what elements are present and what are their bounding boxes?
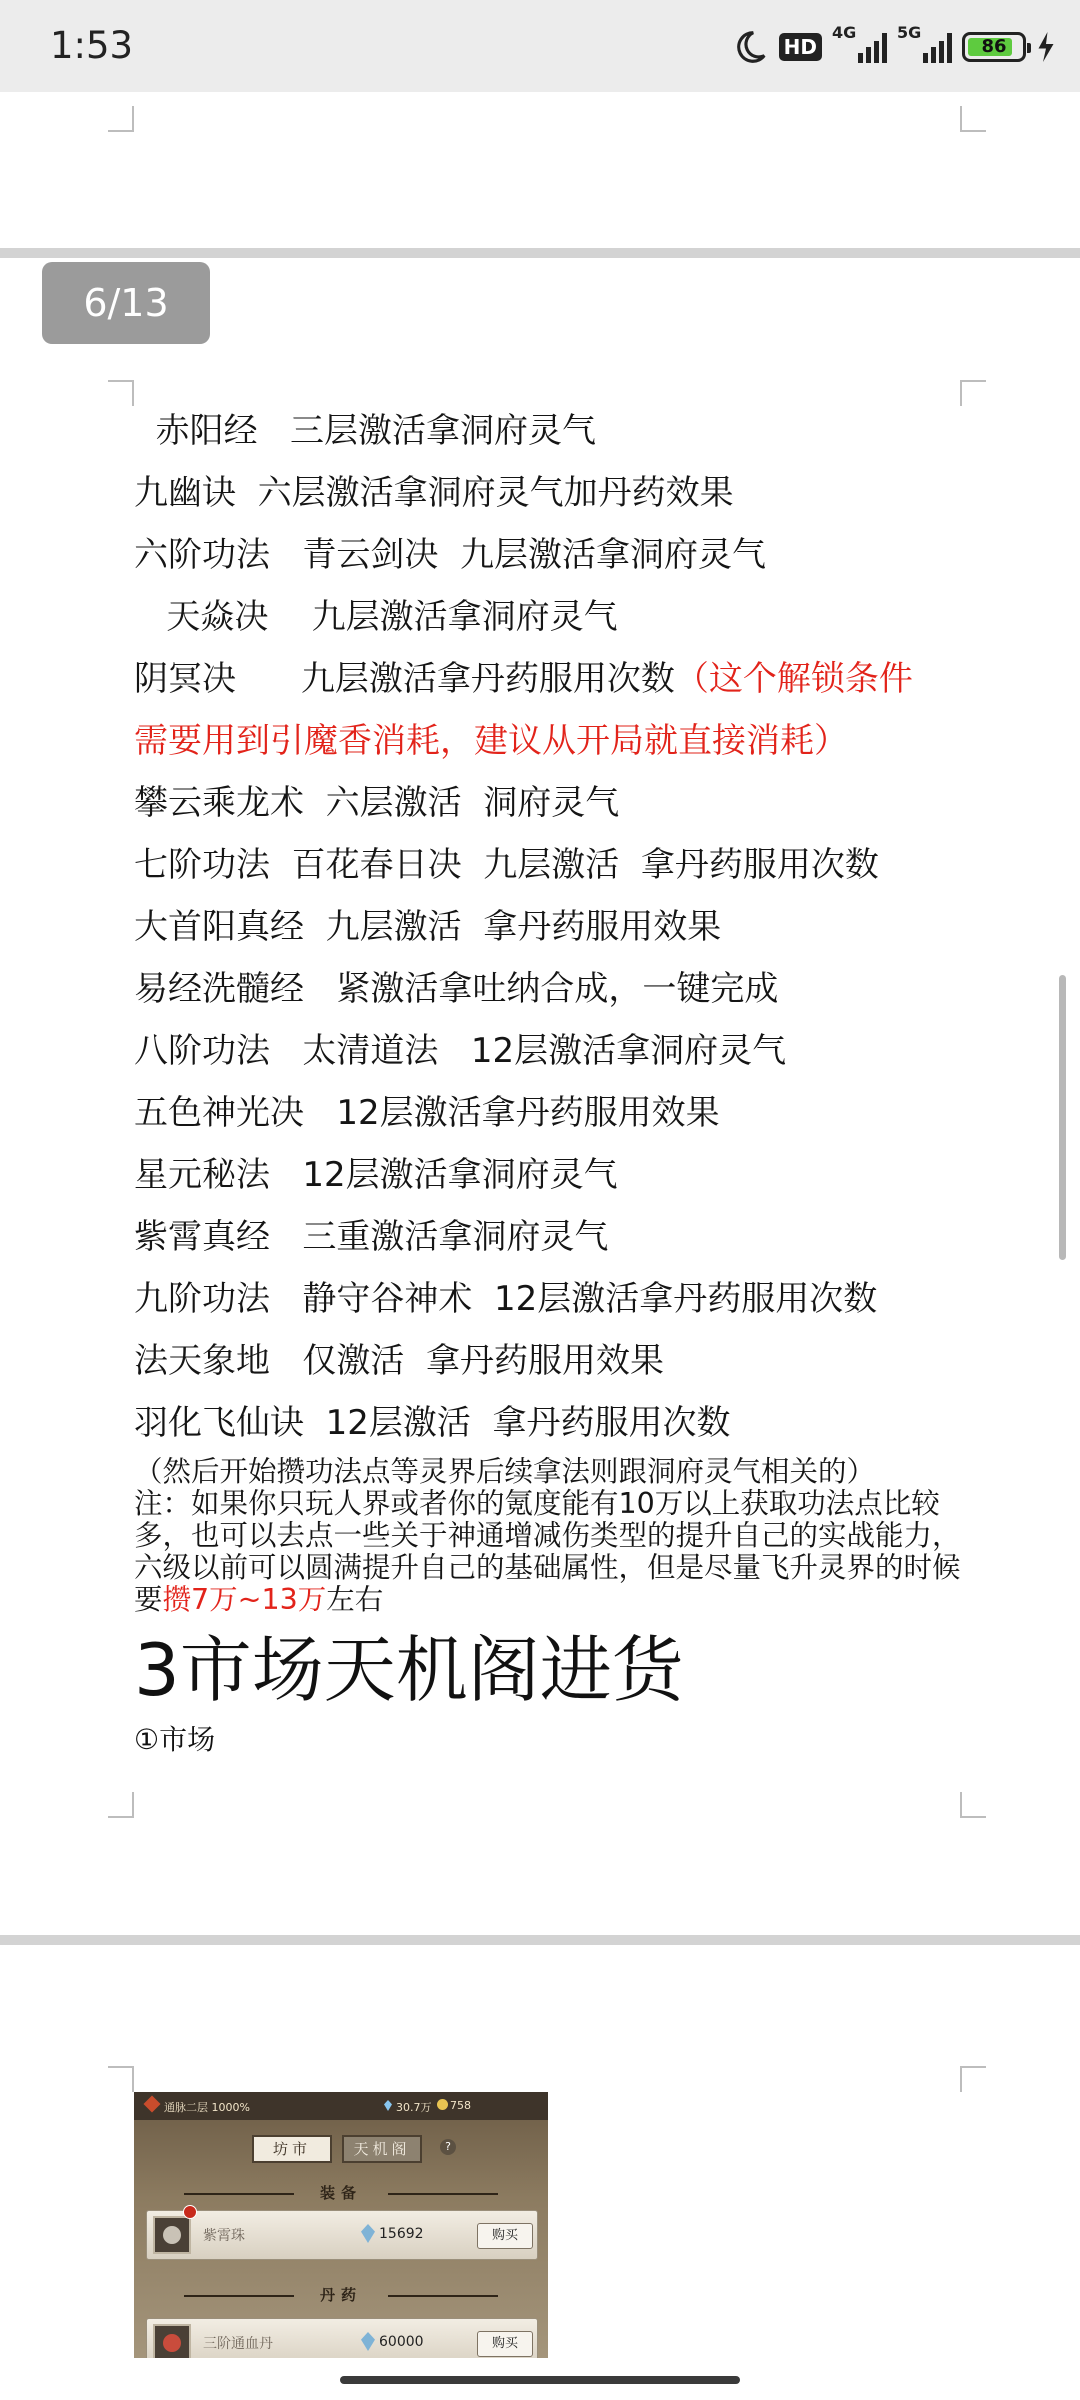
home-indicator[interactable] [340,2376,740,2384]
page-corner-mark [108,1792,134,1818]
page-corner-mark [960,2066,986,2092]
document-line [134,1330,974,1392]
highlight-text: （这个解锁条件 [674,659,913,699]
document-line [134,1392,974,1454]
page-separator [0,248,1080,258]
highlight-text: 攒7万~13万 [162,1583,327,1616]
line-text: 紫霄真经 三重激活拿洞府灵气 [134,1217,609,1257]
page-separator [0,1935,1080,1945]
charging-icon [1036,32,1056,62]
note-line: （然后开始攒功法点等灵界后续拿法则跟洞府灵气相关的） [134,1455,876,1488]
line-text: 羽化飞仙诀 12层激活 拿丹药服用次数 [134,1403,731,1443]
hd-icon: HD [779,33,822,61]
section-equipment: 装备 [174,2182,508,2204]
item-icon [153,2324,191,2358]
line-text: 赤阳经 三层激活拿洞府灵气 [134,411,597,451]
document-line [134,834,974,896]
line-text: 九阶功法 静守谷神术 12层激活拿丹药服用次数 [134,1279,878,1319]
line-text: 五色神光决 12层激活拿丹药服用效果 [134,1093,720,1133]
buy-button: 购买 [477,2331,533,2357]
page-corner-mark [108,2066,134,2092]
shop-item: 紫霄珠 15692 购买 [146,2210,538,2260]
document-line [134,648,974,710]
game-tabs [252,2135,422,2163]
scrollbar[interactable] [1059,975,1066,1260]
document-line [134,462,974,524]
embedded-game-screenshot [134,2092,548,2358]
spirit-stone-icon [361,2224,375,2243]
status-bar [0,0,1080,92]
page-corner-mark [960,1792,986,1818]
line-text: 七阶功法 百花春日决 九层激活 拿丹药服用次数 [134,845,879,885]
clock: 1:53 [50,24,134,67]
document-line [134,400,974,462]
signal-4g-icon: 4G [832,31,887,63]
document-body [134,400,974,1454]
document-line [134,1268,974,1330]
section-pills: 丹药 [174,2284,508,2306]
note-line: 注：如果你只玩人界或者你的氪度能有10万以上获取功法点比较多，也可以去点一些关于神通增减伤类型的提升自己的实战能力，六级以前可以圆满提升自己的基础属性，但是尽量飞升灵界的时候要攒7万~13万左右 [134,1487,961,1616]
document-line [134,896,974,958]
line-text: 攀云乘龙术 六层激活 洞府灵气 [134,783,620,823]
game-top-bar: 通脉二层 1000% 30.7万 758 [134,2092,548,2120]
document-line [134,1082,974,1144]
document-line [134,958,974,1020]
highlight-text: 需要用到引魔香消耗，建议从开局就直接消耗） [134,721,848,761]
document-line [134,524,974,586]
page-corner-mark [108,106,134,132]
document-line [134,772,974,834]
battery-icon [962,32,1026,62]
line-text: 易经洗髓经 紧激活拿吐纳合成，一键完成 [134,969,779,1009]
page-corner-mark [108,380,134,406]
help-icon: ? [440,2139,456,2155]
subsection-heading: ①市场 [134,1723,216,1756]
moon-icon [731,28,769,66]
item-icon [153,2216,191,2254]
line-text: 八阶功法 太清道法 12层激活拿洞府灵气 [134,1031,787,1071]
section-heading: 3市场天机阁进货 [134,1628,684,1712]
page-corner-mark [960,106,986,132]
note-paragraph [134,1456,964,1616]
tab-pavilion: 天机阁 [342,2135,422,2163]
battery-level: 86 [981,36,1007,57]
line-text: 六阶功法 青云剑决 九层激活拿洞府灵气 [134,535,767,575]
line-text: 天焱决 九层激活拿洞府灵气 [134,597,618,637]
line-text: 大首阳真经 九层激活 拿丹药服用效果 [134,907,722,947]
signal-5g-icon: 5G [897,31,952,63]
new-badge-icon [183,2205,197,2219]
cultivation-icon [144,2096,161,2113]
spirit-stone-icon [384,2100,392,2111]
document-line [134,1144,974,1206]
tab-market: 坊市 [252,2135,332,2163]
document-line [134,586,974,648]
line-text: 法天象地 仅激活 拿丹药服用效果 [134,1341,665,1381]
document-line [134,710,974,772]
status-icons [731,22,1056,72]
spirit-stone-icon [361,2332,375,2351]
coin-icon [437,2099,448,2110]
line-text: 九幽诀 六层激活拿洞府灵气加丹药效果 [134,473,734,513]
line-text: 阴冥决 九层激活拿丹药服用次数 [134,659,675,699]
buy-button: 购买 [477,2223,533,2249]
line-text: 星元秘法 12层激活拿洞府灵气 [134,1155,618,1195]
shop-item: 三阶通血丹 60000 购买 [146,2318,538,2358]
document-line [134,1020,974,1082]
document-line [134,1206,974,1268]
page-indicator: 6/13 [42,262,210,344]
